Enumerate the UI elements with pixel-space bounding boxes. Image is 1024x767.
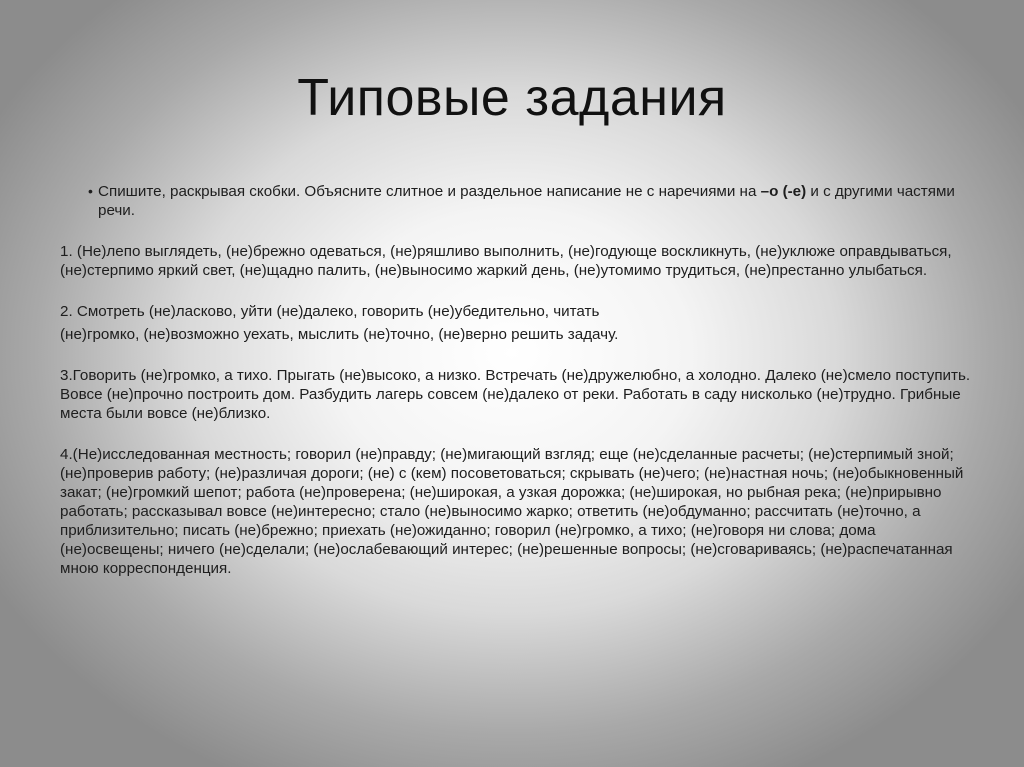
instruction-suffix-bold: –о (-е) [760, 183, 807, 200]
bullet-icon: • [88, 183, 93, 199]
exercise-2-line-1: 2. Смотреть (не)ласково, уйти (не)далеко, говорить (не)убедительно, читать [60, 303, 600, 320]
slide-content [60, 182, 972, 600]
exercise-4: 4.(Не)исследованная местность; говорил (не)правду; (не)мигающий взгляд; еще (не)сделанные расчеты; (не)стерпимый зной; (не)проверив работу; (не)различая дороги; (не) с (кем) посоветоваться; скрывать (не)чего; (не)настная ночь; (не)обыкновенный закат; (не)громкий шепот; работа (не)проверена; (не)широкая, а узкая дорожка; (не)широкая, но рыбная река; (не)прирывно работать; рассказывал вовсе (не)интересно; стало (не)выносимо жарко; ответить (не)обдуманно; рассчитать (не)точно, а приблизительно; писать (не)брежно; приехать (не)ожиданно; говорил (не)громко, а тихо; (не)говоря ни слова; дома (не)освещены; ничего (не)сделали; (не)ослабевающий интерес; (не)решенные вопросы; (не)сговариваясь; (не)распечатанная мною корреспонденция. [60, 446, 964, 577]
exercise-3: 3.Говорить (не)громко, а тихо. Прыгать (не)высоко, а низко. Встречать (не)дружелюбно, а холодно. Далеко (не)смело поступить. Вовсе (не)прочно построить дом. Разбудить лагерь совсем (не)далеко от реки. Работать в саду нисколько (не)трудно. Грибные места были вовсе (не)близко. [60, 367, 971, 422]
exercise-2-line-2: (не)громко, (не)возможно уехать, мыслить (не)точно, (не)верно решить задачу. [60, 326, 619, 343]
slide-title: Типовые задания [297, 69, 727, 127]
task-instruction [60, 182, 972, 220]
exercise-1: 1. (Не)лепо выглядеть, (не)брежно одеваться, (не)ряшливо выполнить, (не)годующе воскликнуть, (не)уклюже оправдываться, (не)стерпимо яркий свет, (не)щадно палить, (не)выносимо жаркий день, (не)утомимо трудиться, (не)престанно улыбаться. [60, 243, 952, 279]
instruction-text-end: и с другими частями речи. [98, 183, 955, 219]
instruction-text-start: Спишите, раскрывая скобки. Объясните слитное и раздельное написание не с наречиями на [98, 183, 761, 200]
